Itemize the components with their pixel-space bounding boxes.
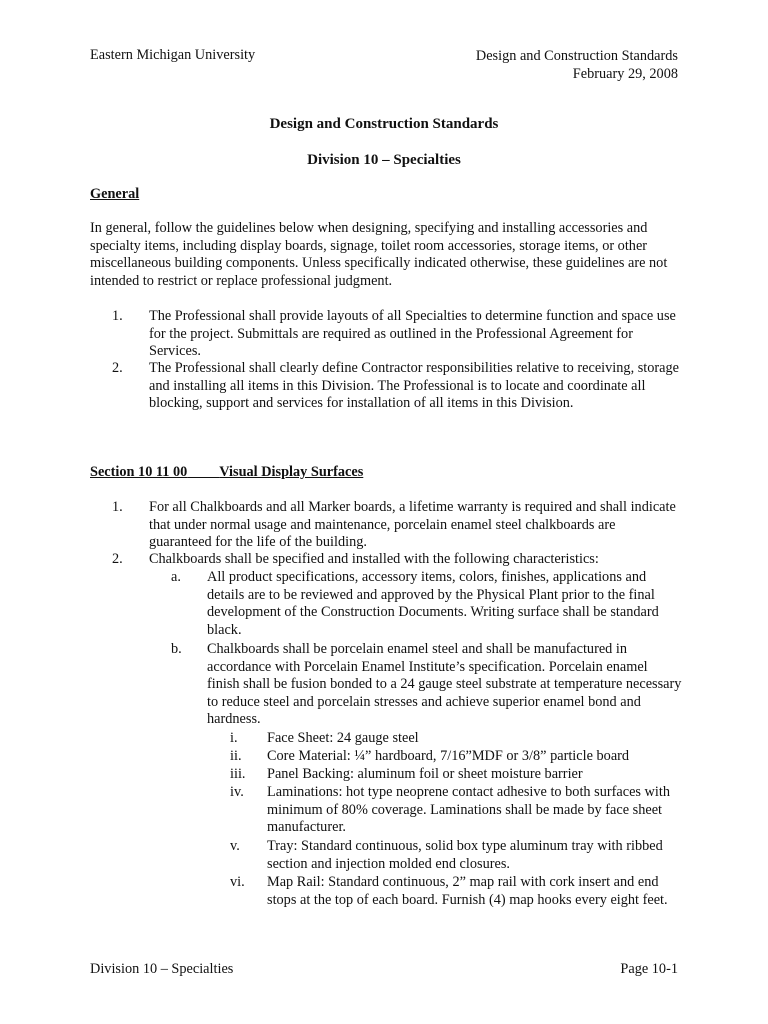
footer-division: Division 10 – Specialties — [90, 961, 234, 977]
roman-text: Face Sheet: 24 gauge steel — [267, 730, 419, 746]
section-item-number: 1. — [112, 499, 123, 515]
roman-label: iii. — [230, 766, 246, 782]
header-date: February 29, 2008 — [572, 66, 678, 82]
subitem-label: b. — [171, 641, 182, 657]
roman-label: i. — [230, 730, 238, 746]
general-item-number: 2. — [112, 360, 123, 376]
roman-text: Map Rail: Standard continuous, 2” map rail with cork insert and end stops at the top of each board. Furnish (4) map hooks every eight feet. — [267, 874, 668, 908]
subitem-label: a. — [171, 569, 181, 585]
section-number: Section 10 11 00 — [90, 464, 188, 480]
general-intro: In general, follow the guidelines below when designing, specifying and installing accessories and specialty items, including display boards, signage, toilet room accessories, storage items, or other miscellaneous building components. Unless specifically indicated otherwise, these guidelines are not intended to restrict or replace professional judgment. — [90, 220, 668, 289]
section-item-number: 2. — [112, 551, 123, 567]
section-item-text: Chalkboards shall be specified and installed with the following characteristics: — [149, 551, 599, 567]
roman-text: Laminations: hot type neoprene contact adhesive to both surfaces with minimum of 80% coverage. Laminations shall be made by face sheet manufacturer. — [267, 784, 670, 835]
roman-label: iv. — [230, 784, 244, 800]
subitem-text: Chalkboards shall be porcelain enamel steel and shall be manufactured in accordance with Porcelain Enamel Institute’s specification. Porcelain enamel finish shall be fusion bonded to a 24 gauge steel substrate at temperature necessary to reduce steel and porcelain stresses and achieve superior enamel bond and hardness. — [207, 641, 682, 727]
header-institution: Eastern Michigan University — [90, 47, 256, 63]
page-subtitle: Division 10 – Specialties — [307, 152, 461, 168]
roman-text: Core Material: ¼” hardboard, 7/16”MDF or 3/8” particle board — [267, 748, 630, 764]
section-heading — [90, 464, 363, 482]
roman-label: ii. — [230, 748, 242, 764]
section-item-text: For all Chalkboards and all Marker boards, a lifetime warranty is required and shall indicate that under normal usage and maintenance, porcelain enamel steel chalkboards are guaranteed for the life of the building. — [149, 499, 676, 550]
roman-label: v. — [230, 838, 240, 854]
roman-text: Tray: Standard continuous, solid box type aluminum tray with ribbed section and injection molded end closures. — [267, 838, 663, 872]
header-doc-title: Design and Construction Standards — [475, 48, 678, 64]
general-item-number: 1. — [112, 308, 123, 324]
subitem-text: All product specifications, accessory items, colors, finishes, applications and details are to be reviewed and approved by the Physical Plant prior to the final development of the Construction Documents. Writing surface shall be standard black. — [207, 569, 659, 638]
page-title: Design and Construction Standards — [269, 116, 499, 132]
page-number: Page 10-1 — [620, 961, 678, 977]
general-item-text: The Professional shall clearly define Contractor responsibilities relative to receiving, storage and installing all items in this Division. The Professional is to locate and coordinate all blocking, support and services for installation of all items in this Division. — [149, 360, 680, 411]
general-heading: General — [90, 186, 140, 202]
roman-label: vi. — [230, 874, 245, 890]
general-item-text: The Professional shall provide layouts of all Specialties to determine function and space use for the project. Submittals are required as outlined in the Professional Agreement for Services. — [149, 308, 676, 359]
section-name: Visual Display Surfaces — [219, 464, 364, 480]
roman-text: Panel Backing: aluminum foil or sheet moisture barrier — [267, 766, 583, 782]
header-info — [476, 47, 678, 83]
